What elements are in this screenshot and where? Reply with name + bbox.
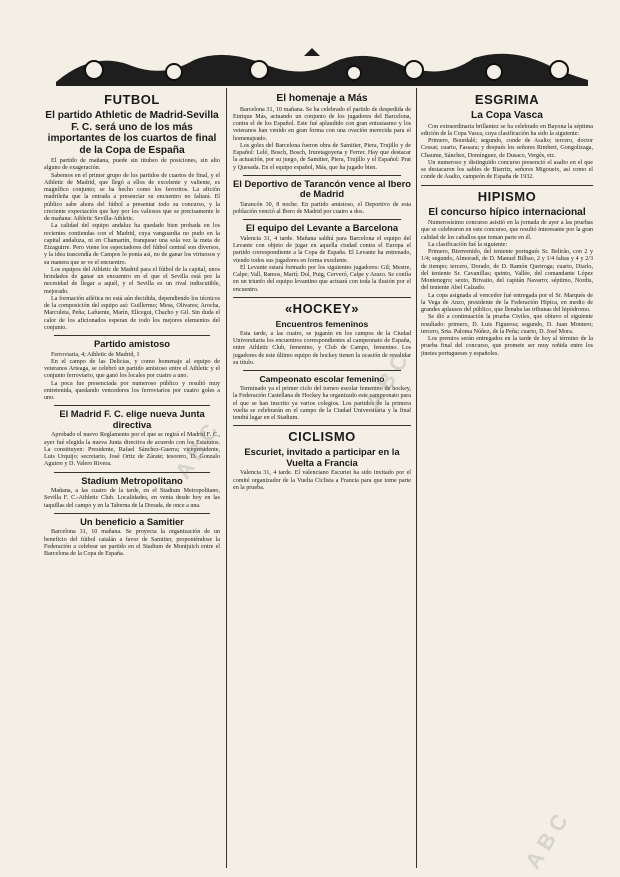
paragraph: En el campo de las Delicias, y como homenaje al equipo de veteranos Arteaga, se celebró un partido amistoso entre el Athletic y el conjunto ferroviario, que ganó los locales por cuatro a uno. [44, 358, 220, 380]
headline: El Madrid F. C. elige nueva Junta directiva [59, 408, 205, 430]
divider [54, 405, 210, 406]
paragraph: Primero, Bourdalé; segundo, conde de Asalto; tercero, doctor Cessat; cuarto, Fassara; y después los señores Rimbert, Gongolizaga, Chaume, Sánchez, Domínguez, de Dusaco, Vergès, etc. [421, 138, 593, 159]
divider [243, 175, 401, 176]
paragraph: Primero, Bienvenido, del teniente portugués Sr. Beltrão, con 2 y 1/4; segundo, Almoradí, de D. Manuel Bilbao, 2 y 1/4 faltas y 4 y 2/3 de tiempo; tercero, Dorado, de D. Ramón Queiroga; cuarto, Diarlo, del teniente Sr. Cavanillas; quinto, Vallée, del comandante López Montenegro; sexto, Brivatio, del capitán Navarro; séptimo, Nordis, del teniente Abel Calzado. [421, 249, 593, 292]
section-title: ESGRIMA [474, 92, 540, 107]
paragraph: Los goles del Barcelona fueron obra de Samitier, Piera, Trujillo y de Español: Lelé, Bosch, Bosch, Iruretagoyena y Ferrer. Hay que destacar la actuación, por su juego, de Samitier, Piera, Trujillo y el Español: Prat y Quesada. En el equipo español, Más, que ha jugado bien. [233, 142, 411, 171]
paragraph: Aprobado el nuevo Reglamento por el que se regirá el Madrid F. C., ayer fué elegida la nueva Junta directiva de acuerdo con los Estatutos. La constituyen: Presidente, Rafael Sánchez-Guerra; vicepresidente, Luis Urquijo; secretario, José Ortiz de Zárate; tesorero, D. Gonzalo Aguirre y D. Valero Rivera. [44, 432, 220, 468]
paragraph: Barcelona 31, 10 mañana. Se ha celebrado el partido de despedida de Enrique Más, actuando un conjunto de los jugadores del Barcelona, contra el de los Español. Este fué aplaudido con gran entusiasmo y los veteranos han venido en gran forma con una ovación merecida para el homenajeado. [233, 106, 411, 142]
paragraph: La formación atlética no está aún decidida, dependiendo los técnicos de la composición del equipo así: Guillermo; Mesa, Olivares; Arocha, Marculeta, Peña; Lafuente, Marín, Elícegui, Chacho y Gil. Sin duda el calor de los aficionados esperan de todo los mejores elementos del conjunto. [44, 295, 220, 331]
column-rule [416, 88, 417, 868]
paragraph: Valencia 31, 4 tarde. Mañana saldrá para Barcelona el equipo del Levante con objeto de jugar en aquella ciudad contra el Europa el partido correspondiente a la Copa de España. El Levante ha entrenado, viendo todos sus jugadores en forma excelente. [233, 235, 411, 264]
paragraph: Numerosísimo concurso asistió en la jornada de ayer a las pruebas que se celebraron en este concurso, que resultó interesante por la gran calidad de los caballos que toman parte en él. [421, 220, 593, 241]
watermark-stamp: ABC [360, 344, 417, 414]
headline: Encuentros femeninos [275, 318, 369, 329]
paragraph: La clasificación fué la siguiente: [428, 241, 508, 248]
paragraph: La calidad del equipo andaluz ha quedado bien probada en los recientes contiendas con el Madrid, cuya vanguardia no pudo en la capital andaluza, ni en Chamartín, franquear una sola vez la meta de Eizaguirre. Pero viene los espectadores del fútbol central son diversos, y la idea trascendía de Campos lo ponía así, no de ganar los virtuosos y su manera que se ve el encuentro. [44, 223, 220, 266]
paragraph: Tarancón 30, 8 noche. En partido amistoso, el Deportivo de esta población venció al Ibero de Madrid por cuatro a dos. [233, 201, 411, 215]
dateline: Ferroviaria, 4; Athletic de Madrid, 1 [51, 351, 140, 358]
divider [54, 513, 210, 514]
paragraph: Los premios serán entregados en la tarde de hoy al término de la prueba final del concurso, que promete ser muy reñida entre los jinetes portugueses y españoles. [421, 336, 593, 357]
watermark-stamp: ABC [170, 414, 227, 484]
column-middle [233, 90, 411, 865]
column-fencing-equestrian [421, 90, 593, 865]
paragraph: La copa asignada al vencedor fué entregada por el Sr. Marqués de la Vega de Anzo, presidente de la Federación Hípica, en medio de grandes aplausos del público, que llenaba las tribunas del hipódromo. [421, 292, 593, 313]
paragraph: Sabemos en el primer grupo de los partidos de cuartos de final, y el Athletic de Madrid, que llegó a ellos de excelente y valiente, es magnífico conjunto; se ha hecho como los favoritos. La afición madrileña que la entrada a presenciar su encuentro no faltará. El público sabe ahora del fútbol a presentar todo su concurso, y la creciente expectación que hay por los valiosos que se precisamente le de mañana: Athletic Sevilla-Athletic. [44, 172, 220, 222]
paragraph: Un numeroso y distinguido concurso presenció el asalto en el que se destacaron los sables de Biarritz, señores Migoueix, así como el conde de Asalto, campeón de España de 1932. [421, 159, 593, 181]
headline: El equipo del Levante a Barcelona [245, 222, 399, 234]
divider [243, 219, 401, 220]
paragraph: Con extraordinaria brillantez se ha celebrado en Bayona la séptima edición de la Copa Vasca, cuya clasificación ha sido la siguiente: [421, 123, 593, 137]
paragraph: Esta tarde, a las cuatro, se jugarán en los campos de la Ciudad Universitaria los encuentros correspondientes al campeonato de España, entre Athletic Club, femenino, y Club de Campo, femenino. Los jugadores de este último equipo de hockey tienen la ocasión de revalidar su título. [233, 330, 411, 366]
column-rule [226, 88, 227, 868]
paragraph: Los equipos del Athletic de Madrid para el fútbol de la capital, unos brindados de ganar un encuentro en el que el Sevilla está por la necesidad de llegar a aquél, y el Sevilla es un rival indiscutible, mejorado. [44, 266, 220, 295]
divider [233, 297, 411, 298]
paragraph: Valencia 31, 4 tarde. El valenciano Escuriet ha sido invitado por el comité organizador de la Vuelta Ciclista a Francia para que tome parte en la prueba. [233, 470, 411, 491]
section-title: CICLISMO [288, 429, 356, 445]
headline: El partido Athletic de Madrid-Sevilla F. C. será uno de los más importantes de los cuartos de final de la Copa de España [45, 110, 219, 156]
headline: La Copa Vasca [471, 110, 543, 121]
headline: Stadium Metropolitano [81, 474, 183, 486]
sports-banner-illustration [54, 46, 590, 86]
section-title: FUTBOL [104, 92, 160, 107]
paragraph: Mañana, a las cuatro de la tarde, en el Stadium Metropolitano, Sevilla F. C.-Athletic Club. Localidades, en venta desde hoy en las taquillas del campo y en la Taberna de la Dorada, de once a una. [44, 488, 220, 509]
watermark-stamp: ABC [520, 804, 577, 874]
paragraph: Se dió a continuación la prueba Civiles, que obtuvo el siguiente resultado: primero, D. Luis Figueroa; segundo, D. Juan Montero; tercero, Srta. Paloma Núñez, de la Peña; cuarto, D. José Mora. [421, 314, 593, 335]
paragraph: El Levante estará formado por los siguientes jugadores: Gil; Mestre, Calpe; Vall, Ramos, Martí; Dol, Puig, Cerveró, Calpe y Arazo. Se confía en un triunfo del equipo levantino que actuará con toda la ilusión por el encuentro. [233, 264, 411, 293]
headline: El Deportivo de Tarancón vence al Ibero de Madrid [233, 177, 411, 200]
headline: El homenaje a Más [276, 93, 368, 104]
paragraph: El partido de mañana, puede sin titubeo de posiciones, sin alto alguno de exageración. [44, 158, 220, 172]
headline: Campeonato escolar femenino [259, 374, 385, 384]
paragraph: Terminado ya el primer ciclo del torneo escolar femenino de hockey, la Federación Castellana de Hockey ha organizado este campeonato para el que se han inscrito ya varios colegios. Los partidos de la primera vuelta se celebrarán en el campo de la Ciudad Universitaria y la final tendrá lugar en el Stadium. [233, 386, 411, 421]
divider [421, 185, 593, 186]
headline: El concurso hípico internacional [428, 206, 586, 218]
article-body [44, 158, 220, 332]
headline: Un beneficio a Samitier [80, 515, 184, 527]
headline: Escuriet, invitado a participar en la Vuelta a Francia [244, 446, 400, 468]
divider [233, 425, 411, 426]
headline: Partido amistoso [93, 338, 171, 349]
section-title: HIPISMO [477, 188, 537, 204]
divider [54, 335, 210, 336]
paragraph: Barcelona 31, 10 mañana. Se proyecta la organización de un beneficio del fútbol catalán a favor de Samitier, proponiéndose la Federación a celebrar un partido en el Stadium de Montjuich entre el Barcelona de la Copa de España. [44, 529, 220, 557]
section-title: «HOCKEY» [284, 300, 360, 316]
paragraph: La poca fue presenciada por numeroso público y resultó muy entretenida, quedando vencedores los ferroviarios por cuatro goles a uno. [44, 380, 220, 401]
